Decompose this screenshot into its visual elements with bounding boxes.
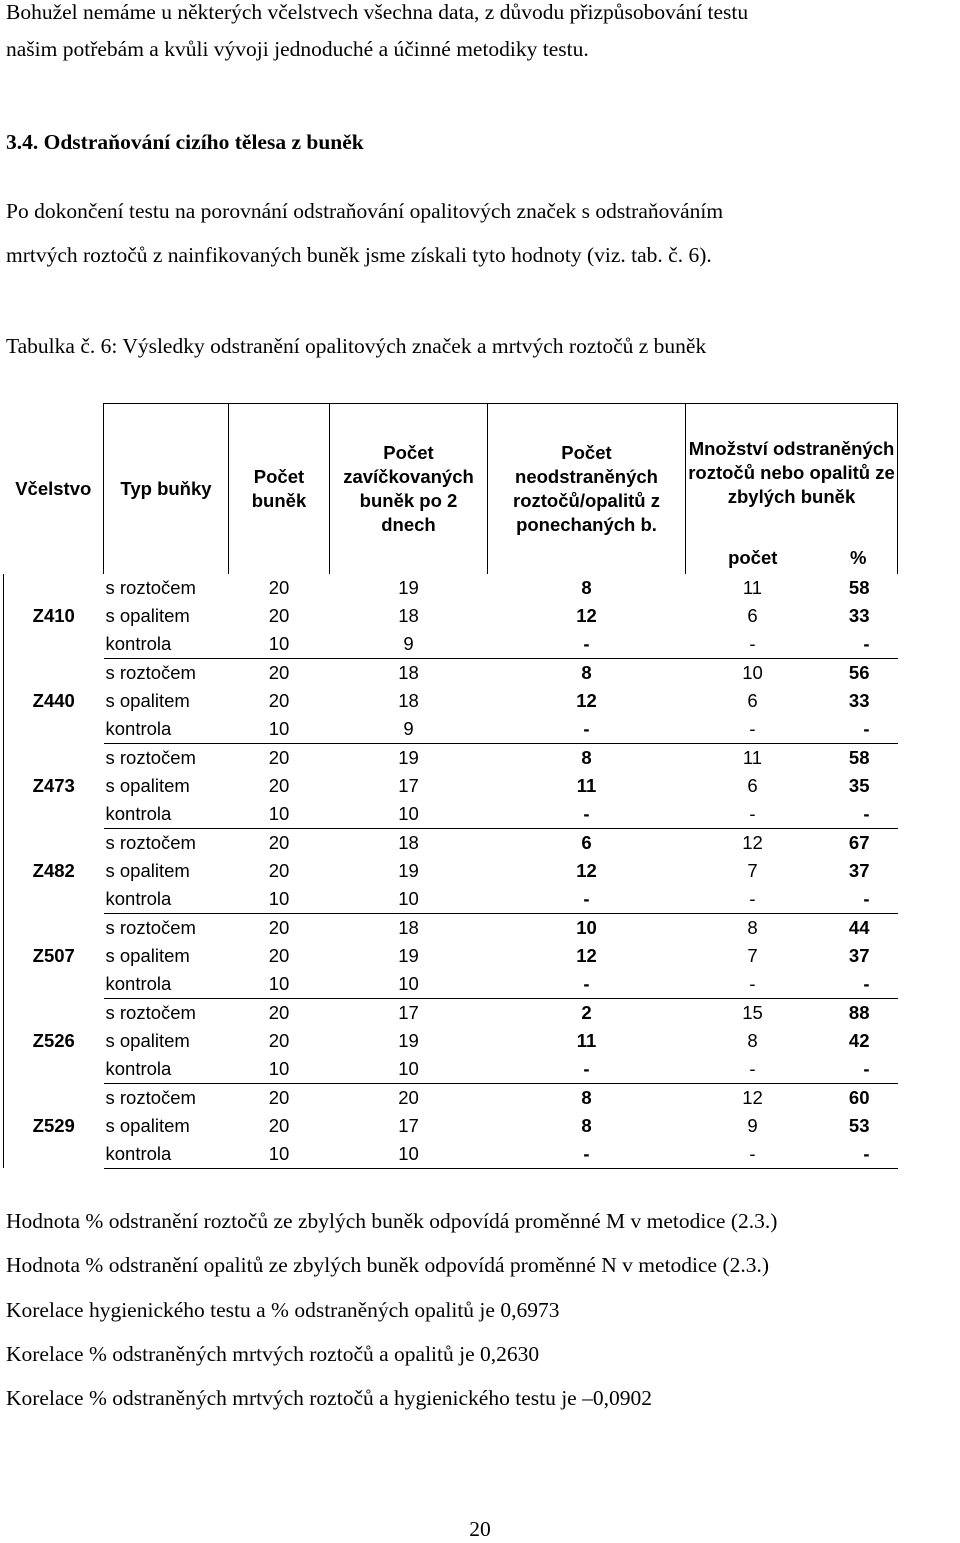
capped-count: 18 [398,604,419,626]
results-table [3,403,898,1169]
cell-type: s roztočem [105,916,196,938]
cell-type: kontrola [104,715,229,744]
capped-count: 18 [398,661,419,683]
cell-count: 10 [229,715,330,744]
removed-count: 7 [747,859,758,881]
page-number: 20 [469,1517,491,1541]
removed-pct: - [820,885,898,914]
unremoved-count: 11 [576,1029,597,1051]
cell-type: s opalitem [105,944,190,966]
capped-count: 10 [330,1055,488,1084]
removed-pct: 67 [848,831,870,853]
header-colony: Včelstvo [15,477,92,499]
cell-type: s roztočem [105,1001,196,1023]
capped-count: 18 [398,831,419,853]
cell-count: 10 [229,1055,330,1084]
removed-count: - [686,970,820,999]
unremoved-count: - [488,885,686,914]
removed-pct: 37 [848,859,870,881]
removed-pct: - [820,630,898,659]
removed-pct: 35 [848,774,870,796]
table-row [4,970,898,999]
removed-count: 8 [747,916,758,938]
capped-count: 10 [330,885,488,914]
table-row [4,687,898,715]
cell-count: 20 [268,859,290,881]
removed-pct: 42 [848,1029,870,1051]
capped-count: 19 [398,859,419,881]
removed-count: - [686,885,820,914]
removed-count: 6 [747,774,758,796]
table-row [4,630,898,659]
capped-count: 17 [398,1001,419,1023]
colony-group [4,828,898,913]
unremoved-count: 12 [576,859,597,881]
unremoved-count: - [488,630,686,659]
header-unremoved: Počet neodstraněných roztočů/opalitů z ponechaných b. [488,404,686,574]
cell-type: s roztočem [105,1086,196,1108]
removed-pct: 33 [848,689,870,711]
removed-pct: - [820,715,898,744]
intro-line-2: našim potřebám a kvůli vývoji jednoduché a účinné metodiky testu. [6,37,589,61]
cell-type: s opalitem [105,604,190,626]
removed-count: - [686,630,820,659]
unremoved-count: 12 [576,689,597,711]
capped-count: 20 [398,1086,419,1108]
unremoved-count: - [488,1055,686,1084]
colony-id: Z507 [4,913,104,998]
removed-count: 12 [742,1086,763,1108]
removed-count: 10 [742,661,763,683]
table-row [4,857,898,885]
removed-pct: 33 [848,604,870,626]
cell-type: s opalitem [105,1029,190,1051]
cell-count: 20 [268,689,290,711]
colony-id: Z482 [4,828,104,913]
capped-count: 17 [398,774,419,796]
cell-type: kontrola [104,885,229,914]
table-row [4,715,898,744]
unremoved-count: - [488,970,686,999]
note-item: Korelace % odstraněných mrtvých roztočů a hygienického testu je –0,0902 [6,1386,652,1411]
unremoved-count: - [488,715,686,744]
removed-count: 9 [747,1114,758,1136]
capped-count: 19 [398,1029,419,1051]
unremoved-count: - [488,800,686,829]
removed-pct: 58 [848,746,870,768]
removed-pct: 56 [848,661,870,683]
unremoved-count: 6 [581,831,592,853]
capped-count: 10 [330,800,488,829]
capped-count: 10 [330,1140,488,1169]
table-row [4,998,898,1027]
colony-group [4,998,898,1083]
capped-count: 9 [330,715,488,744]
removed-count: 11 [742,576,763,598]
removed-pct: - [820,1140,898,1169]
colony-group [4,913,898,998]
removed-count: - [686,800,820,829]
removed-count: 6 [747,689,758,711]
cell-count: 20 [268,1029,290,1051]
cell-type: s roztočem [105,576,196,598]
cell-count: 20 [268,774,290,796]
cell-type: kontrola [104,630,229,659]
table-row [4,828,898,857]
cell-count: 10 [229,630,330,659]
note-item: Korelace hygienického testu a % odstraněných opalitů je 0,6973 [6,1297,560,1322]
note-item: Hodnota % odstranění roztočů ze zbylých buněk odpovídá proměnné M v metodice (2.3.) [6,1209,778,1233]
paragraph-line-1: Po dokončení testu na porovnání odstraňování opalitových značek s odstraňováním [6,199,724,223]
cell-type: s opalitem [105,689,190,711]
intro-line-1: Bohužel nemáme u některých včelstvech všechna data, z důvodu přizpůsobování testu [6,0,749,24]
cell-type: s roztočem [105,746,196,768]
removed-count: 8 [747,1029,758,1051]
unremoved-count: - [488,1140,686,1169]
removed-count: 11 [742,746,763,768]
removed-pct: - [820,800,898,829]
colony-group [4,743,898,828]
table-row [4,1140,898,1169]
paragraph-line-2: mrtvých roztočů z nainfikovaných buněk jsme získali tyto hodnoty (viz. tab. č. 6). [6,243,712,267]
colony-group [4,574,898,659]
table-row [4,1027,898,1055]
table-row [4,800,898,829]
cell-count: 20 [268,1001,290,1023]
colony-group [4,658,898,743]
table-caption: Tabulka č. 6: Výsledky odstranění opalitových značek a mrtvých roztočů z buněk [6,334,707,358]
cell-count: 10 [229,1140,330,1169]
table-row [4,772,898,800]
capped-count: 19 [398,944,419,966]
table-row [4,574,898,602]
cell-count: 10 [229,970,330,999]
colony-id: Z410 [4,574,104,659]
removed-pct: 53 [848,1114,870,1136]
cell-count: 20 [268,944,290,966]
removed-count: 7 [747,944,758,966]
unremoved-count: 8 [581,1114,592,1136]
table-row [4,885,898,914]
removed-pct: 88 [848,1001,870,1023]
removed-pct: - [820,1055,898,1084]
removed-pct: 44 [848,916,870,938]
unremoved-count: 8 [581,576,592,598]
note-item: Hodnota % odstranění opalitů ze zbylých buněk odpovídá proměnné N v metodice (2.3.) [6,1253,770,1278]
cell-count: 20 [268,831,290,853]
removed-count: 6 [747,604,758,626]
note-item: Korelace % odstraněných mrtvých roztočů a opalitů je 0,2630 [6,1341,540,1366]
capped-count: 18 [398,689,419,711]
capped-count: 9 [330,630,488,659]
unremoved-count: 2 [581,1001,592,1023]
unremoved-count: 10 [576,916,597,938]
table-row [4,1083,898,1112]
removed-pct: - [820,970,898,999]
unremoved-count: 11 [576,774,597,796]
removed-pct: 58 [848,576,870,598]
header-cell-type: Typ buňky [104,404,229,574]
cell-type: s opalitem [105,1114,190,1136]
cell-type: kontrola [104,1140,229,1169]
cell-type: s roztočem [105,831,196,853]
cell-count: 20 [268,576,290,598]
unremoved-count: 12 [576,604,597,626]
cell-type: kontrola [104,1055,229,1084]
cell-count: 10 [229,800,330,829]
unremoved-count: 8 [581,661,592,683]
notes-list [6,1206,777,1427]
table-row [4,602,898,630]
table-row [4,913,898,942]
removed-count: - [686,715,820,744]
cell-type: kontrola [104,800,229,829]
table-row [4,1055,898,1084]
header-capped: Počet zavíčkovaných buněk po 2 dnech [330,404,488,574]
header-cell-count: Počet buněk [229,404,330,574]
capped-count: 19 [398,576,419,598]
unremoved-count: 8 [581,1086,592,1108]
table-row [4,1112,898,1140]
capped-count: 17 [398,1114,419,1136]
colony-id: Z473 [4,743,104,828]
cell-count: 20 [268,1114,290,1136]
removed-count: - [686,1055,820,1084]
capped-count: 19 [398,746,419,768]
header-removed-count: počet [686,542,820,574]
cell-count: 20 [268,1086,290,1108]
removed-count: 12 [742,831,763,853]
unremoved-count: 12 [576,944,597,966]
removed-count: 15 [742,1001,763,1023]
cell-count: 20 [268,661,290,683]
cell-count: 20 [268,746,290,768]
table-row [4,658,898,687]
colony-group [4,1083,898,1168]
cell-type: kontrola [104,970,229,999]
section-heading: 3.4. Odstraňování cizího tělesa z buněk [6,130,364,154]
unremoved-count: 8 [581,746,592,768]
table-row [4,942,898,970]
capped-count: 10 [330,970,488,999]
cell-type: s roztočem [105,661,196,683]
removed-count: - [686,1140,820,1169]
header-removed: Množství odstraněných roztočů nebo opalitů ze zbylých buněk [686,404,898,542]
colony-id: Z526 [4,998,104,1083]
removed-pct: 60 [848,1086,870,1108]
colony-id: Z529 [4,1083,104,1168]
table-row [4,743,898,772]
cell-type: s opalitem [105,859,190,881]
cell-count: 10 [229,885,330,914]
cell-type: s opalitem [105,774,190,796]
capped-count: 18 [398,916,419,938]
removed-pct: 37 [848,944,870,966]
header-removed-pct: % [820,542,898,574]
colony-id: Z440 [4,658,104,743]
cell-count: 20 [268,604,290,626]
cell-count: 20 [268,916,290,938]
